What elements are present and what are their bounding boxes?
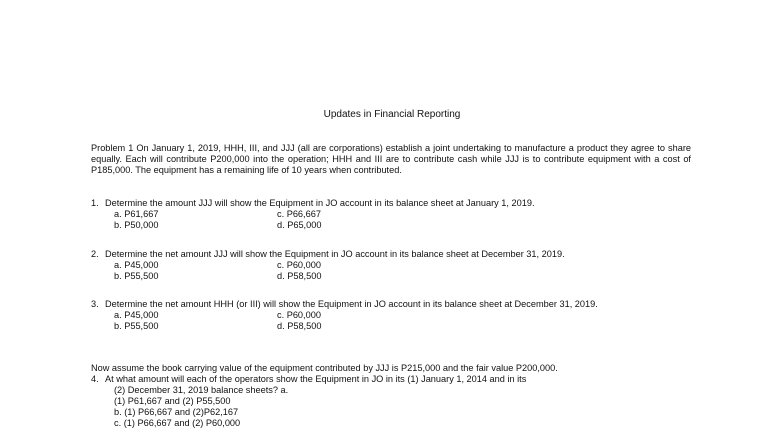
assumption-note: Now assume the book carrying value of the equipment contributed by JJJ is P215,000 and the fair value P200,000.	[91, 363, 558, 373]
question-2	[91, 249, 701, 282]
option-a: (1) P61,667 and (2) P55,500	[114, 396, 231, 406]
answer-choices	[114, 310, 701, 332]
question-text: At what amount will each of the operators show the Equipment in JO in its (1) January 1, 2014 and in its	[105, 374, 527, 384]
choice-a: a. P45,000	[114, 310, 159, 320]
question-number: 2.	[91, 249, 99, 259]
question-text: Determine the net amount JJJ will show the Equipment in JO account in its balance sheet at December 31, 2019.	[105, 249, 565, 259]
question-3	[91, 299, 701, 332]
choice-c: c. P60,000	[277, 260, 321, 270]
document-title: Updates in Financial Reporting	[323, 109, 461, 120]
question-text: Determine the amount JJJ will show the Equipment in JO account in its balance sheet at January 1, 2019.	[105, 198, 535, 208]
problem-intro: Problem 1 On January 1, 2019, HHH, III, and JJJ (all are corporations) establish a joint undertaking to manufacture a product they agree to share equally. Each will contribute P200,000 into the operation; HHH and III are to contribute cash while JJJ is to contribute equipment with a cost of P185,000. The equipment has a remaining life of 10 years when contributed.	[91, 143, 691, 175]
question-text: Determine the net amount HHH (or III) will show the Equipment in JO account in its balance sheet at December 31, 2019.	[105, 299, 598, 309]
question-4	[91, 374, 701, 429]
option-b: b. (1) P66,667 and (2)P62,167	[114, 407, 239, 417]
choice-d: d. P58,500	[277, 271, 322, 281]
choice-a: a. P61,667	[114, 209, 159, 219]
question-1	[91, 198, 701, 231]
option-c: c. (1) P66,667 and (2) P60,000	[114, 418, 241, 428]
answer-choices	[114, 260, 701, 282]
question-continuation: (2) December 31, 2019 balance sheets? a.	[114, 385, 289, 395]
choice-c: c. P60,000	[277, 310, 321, 320]
choice-d: d. P58,500	[277, 321, 322, 331]
question-number: 4.	[91, 374, 99, 384]
answer-choices	[114, 209, 701, 231]
choice-a: a. P45,000	[114, 260, 159, 270]
choice-b: b. P55,500	[114, 271, 159, 281]
choice-c: c. P66,667	[277, 209, 321, 219]
question-number: 3.	[91, 299, 99, 309]
question-number: 1.	[91, 198, 99, 208]
choice-b: b. P55,500	[114, 321, 159, 331]
choice-b: b. P50,000	[114, 220, 159, 230]
choice-d: d. P65,000	[277, 220, 322, 230]
